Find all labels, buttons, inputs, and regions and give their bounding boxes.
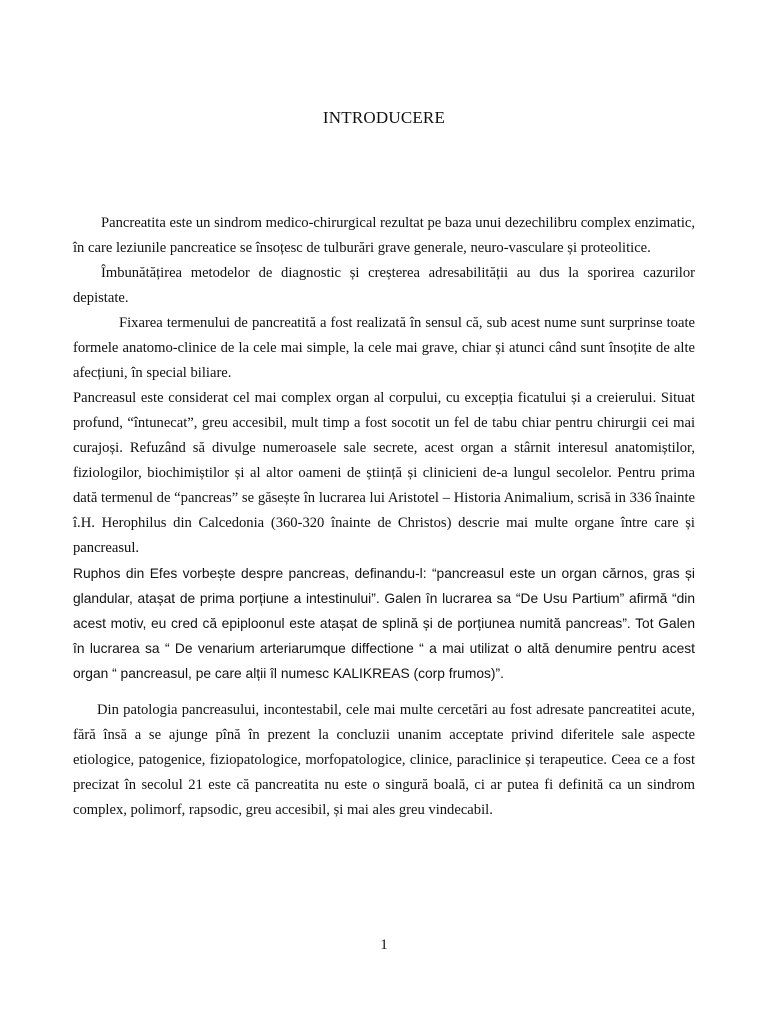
paragraph-anatomy-history: Pancreasul este considerat cel mai complex organ al corpului, cu excepția ficatului și a creierului. Situat profund, “întunecat”, greu accesibil, mult timp a fost socotit un fel de tabu chiar pentru chirurgii cei mai curajoși. Refuzând să divulge numeroasele sale secrete, acest organ a stârnit interesul anatomiștilor, fiziologilor, biochimiștilor și al altor oameni de știință și clinicieni de-a lungul secolelor. Pentru prima dată termenul de “pancreas” se găsește în lucrarea lui Aristotel – Historia Animalium, scrisă in 336 înainte î.H. Herophilus din Calcedonia (360-320 înainte de Christos) descrie mai multe organe între care și pancreasul. bbox=[73, 390, 695, 556]
paragraph-diagnostic: Îmbunătățirea metodelor de diagnostic și creșterea adresabilității au dus la sporirea cazurilor depistate. bbox=[73, 265, 695, 306]
document-title: INTRODUCERE bbox=[322, 108, 446, 127]
page-number: 1 bbox=[380, 937, 388, 953]
paragraph-pathology: Din patologia pancreasului, incontestabil, cele mai multe cercetări au fost adresate pancreatitei acute, fără însă a se ajunge pînă în prezent la concluzii unanim acceptate privind diferitele sale aspecte etiologice, patogenice, fiziopatologice, morfopatologice, clinice, paraclinice și terapeutice. Ceea ce a fost precizat în secolul 21 este că pancreatita nu este o singură boală, ci ar putea fi definită ca un sindrom complex, polimorf, rapsodic, greu accesibil, și mai ales greu vindecabil. bbox=[73, 702, 695, 818]
paragraph-definition: Pancreatita este un sindrom medico-chirurgical rezultat pe baza unui dezechilibru complex enzimatic, în care leziunile pancreatice se însoțesc de tulburări grave generale, neuro-vasculare și proteolitice. bbox=[73, 215, 695, 256]
paragraph-ruphos-galen: Ruphos din Efes vorbește despre pancreas, definandu-l: “pancreasul este un organ cărnos, gras și glandular, atașat de prima porțiune a intestinului”. Galen în lucrarea sa “De Usu Partium” afirmă “din acest motiv, eu cred că epiploonul este atașat de splină și de porțiunea numită pancreas”. Tot Galen în lucrarea sa “ De venarium arteriarumque diffectione “ a mai utilizat o altă denumire pentru acest organ “ pancreasul, pe care alții îl numesc KALIKREAS (corp frumos)”. bbox=[73, 566, 695, 681]
paragraph-terminology: Fixarea termenului de pancreatită a fost realizată în sensul că, sub acest nume sunt surprinse toate formele anatomo-clinice de la cele mai simple, la cele mai grave, chiar și atunci când sunt însoțite de alte afecțiuni, în special biliare. bbox=[73, 315, 695, 381]
document-body bbox=[73, 211, 695, 823]
